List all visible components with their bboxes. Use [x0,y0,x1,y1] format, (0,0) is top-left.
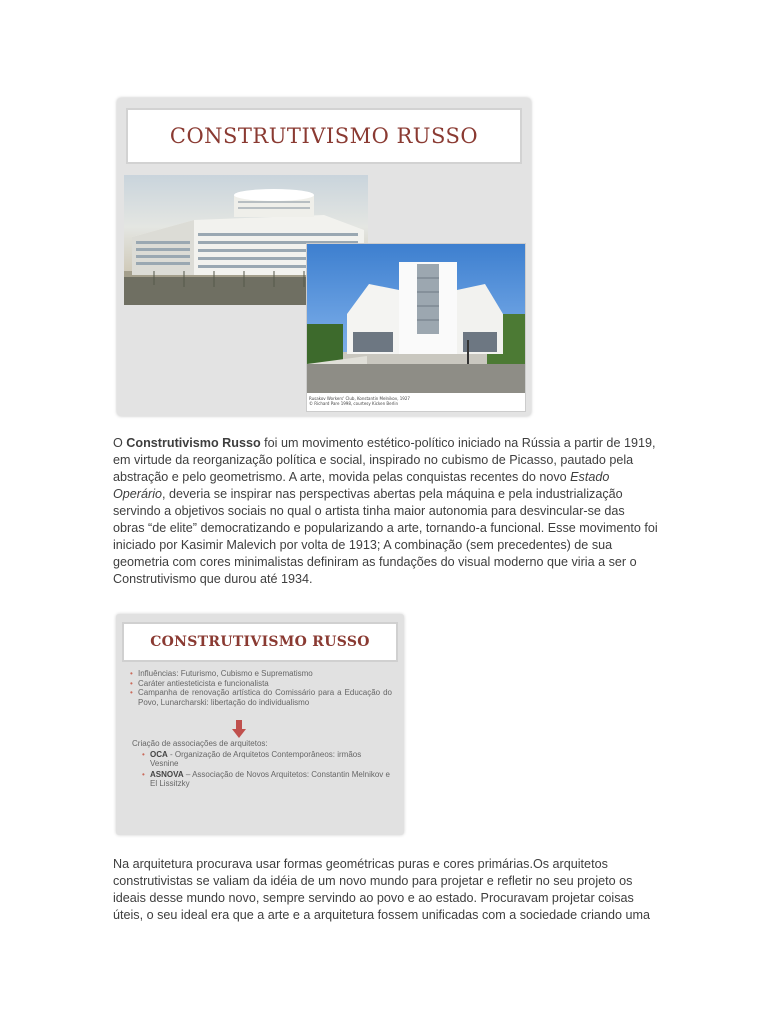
caption-line-1: Rusakov Workers' Club, Konstantin Melnikov, 1927 [309,396,410,401]
slide-constructivism-summary [116,614,404,835]
associations-heading: Criação de associações de arquitetos: [132,739,268,748]
bullet-item: • Campanha de renovação artística do Comissário para a Educação do Povo, Lunarcharski: libertação do individualismo [130,688,392,707]
para1-bold-term: Construtivismo Russo [126,436,261,450]
association-item [132,750,390,769]
intro-paragraph [113,435,658,588]
photo-rusakov-workers-club [306,243,526,412]
bullet-item: • Influências: Futurismo, Cubismo e Suprematismo [130,669,392,679]
para1-text-3: , deveria se inspirar nas perspectivas abertas pela máquina e pela industrialização servindo a objetivos sociais no qual o artista tinha maior autonomia para desvincular-se das obras “de elite” democratizando e popularizando a arte, tornando-a funcional. Esse movimento foi iniciado por Kasimir Malevich por volta de 1913; A combinação (sem precedentes) de sua geometria com cores minimalistas definiram as fundações do visual moderno que viria a ser o Construtivismo que durou até 1934. [113,487,658,586]
building-illustration-2 [307,244,525,393]
caption-line-2: © Richard Pare 1998, courtesy Kicken Berlin [309,401,398,406]
para1-text-1: O [113,436,127,450]
slide2-title-box [122,622,398,662]
photo-caption [307,393,525,411]
associations-section [132,739,390,789]
association-item [132,770,390,789]
para1-text-2: foi um movimento estético-político iniciado na Rússia a partir de 1919, em virtude da reorganização política e social, inspirado no cubismo de Picasso, pautado pela abstração e pelo geometrismo. A arte, movida pelas conquistas recentes do novo [113,436,656,484]
slide1-title: CONSTRUTIVISMO RUSSO [169,124,479,148]
slide-constructivism-photos [117,98,531,416]
association-name: ASNOVA [150,769,184,779]
architecture-paragraph: Na arquitetura procurava usar formas geométricas puras e cores primárias.Os arquitetos construtivistas se valiam da idéia de um novo mundo para projetar e refletir no seu projeto os ideais desse mundo novo, sempre servindo ao povo e ao estado. Procuravam projetar coisas úteis, o seu ideal era que a arte e a arquitetura fossem unificadas com a sociedade criando uma [113,857,650,922]
association-name: OCA [150,749,168,759]
association-desc: - Organização de Arquitetos Contemporâneos: irmãos Vesnine [150,749,362,768]
bullet-item: • Caráter antiesteticista e funcionalista [130,679,392,689]
slide1-title-box [126,108,522,164]
slide2-bullet-list [130,669,392,707]
slide2-title: CONSTRUTIVISMO RUSSO [150,634,370,650]
association-desc: – Associação de Novos Arquitetos: Constantin Melnikov e El Lissitzky [150,769,390,788]
para1-italic-term: Estado Operário [113,470,610,501]
arrow-down-icon [232,720,246,738]
